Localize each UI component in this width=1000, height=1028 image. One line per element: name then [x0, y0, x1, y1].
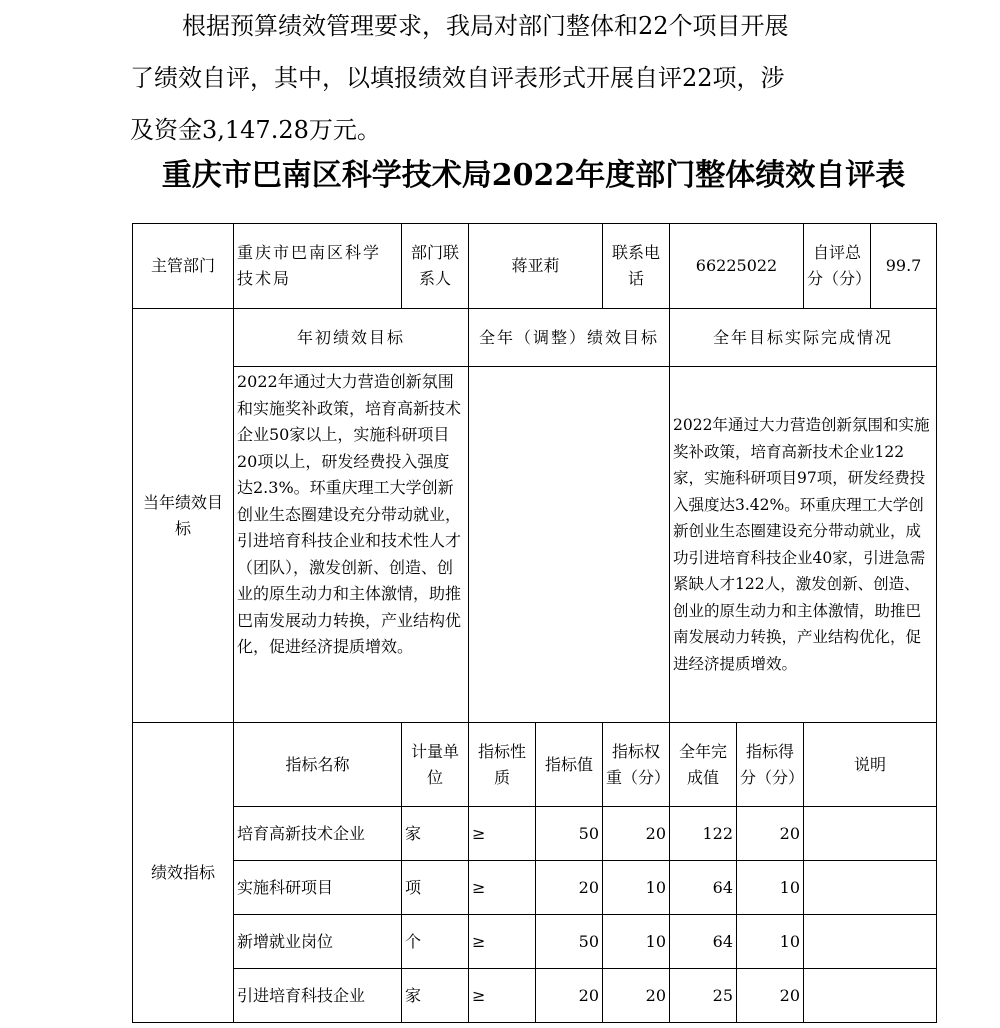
intro-paragraph	[130, 0, 890, 156]
table-row	[133, 969, 937, 1023]
evaluation-table	[132, 223, 937, 1023]
col-score: 指标得分（分）	[737, 723, 804, 807]
intro-line-3: 及资金3,147.28万元。	[130, 116, 381, 144]
score-value: 99.7	[885, 256, 922, 275]
indicator-unit: 个	[402, 915, 469, 969]
indicator-name: 引进培育科技企业	[234, 969, 402, 1023]
col-nature: 指标性质	[469, 723, 536, 807]
indicators-section-label: 绩效指标	[133, 723, 234, 1023]
header-row	[133, 224, 937, 309]
indicator-score: 20	[737, 807, 804, 861]
indicator-weight: 20	[603, 807, 670, 861]
col-unit: 计量单位	[402, 723, 469, 807]
indicator-header-row	[133, 723, 937, 807]
indicator-name: 培育高新技术企业	[234, 807, 402, 861]
indicator-note	[804, 969, 937, 1023]
phone-label: 联系电话	[603, 224, 670, 309]
indicator-unit: 家	[402, 807, 469, 861]
contact-label: 部门联系人	[402, 224, 469, 309]
table-row	[133, 807, 937, 861]
indicator-actual: 64	[670, 861, 737, 915]
col-actual-completion: 全年目标实际完成情况	[670, 309, 937, 367]
score-label: 自评总分（分）	[804, 224, 871, 308]
dept-label: 主管部门	[133, 224, 234, 309]
indicator-unit: 项	[402, 861, 469, 915]
goals-content-row	[133, 367, 937, 723]
indicator-actual: 25	[670, 969, 737, 1023]
table-row	[133, 861, 937, 915]
indicator-note	[804, 861, 937, 915]
indicator-value: 20	[536, 861, 603, 915]
goals-header-row	[133, 309, 937, 367]
goals-section-label: 当年绩效目标	[133, 309, 234, 723]
col-actual-value: 全年完成值	[670, 723, 737, 807]
indicator-weight: 10	[603, 915, 670, 969]
indicator-value: 50	[536, 915, 603, 969]
col-indicator-name: 指标名称	[234, 723, 402, 807]
phone-value: 66225022	[670, 224, 804, 309]
indicator-value: 50	[536, 807, 603, 861]
col-note: 说明	[804, 723, 937, 807]
contact-value: 蒋亚莉	[469, 224, 603, 309]
adjusted-goal-text	[469, 367, 670, 723]
indicator-name: 实施科研项目	[234, 861, 402, 915]
indicator-value: 20	[536, 969, 603, 1023]
indicator-score: 10	[737, 915, 804, 969]
indicator-actual: 64	[670, 915, 737, 969]
indicator-nature: ≥	[469, 861, 536, 915]
intro-line-2: 了绩效自评，其中，以填报绩效自评表形式开展自评22项，涉	[130, 64, 785, 92]
actual-completion-text: 2022年通过大力营造创新氛围和实施奖补政策，培育高新技术企业122家，实施科研项目97项，研发经费投入强度达3.42%。环重庆理工大学创新创业生态圈建设充分带动就业，成功引进培育科技企业40家，引进急需紧缺人才122人，激发创新、创造、创业的原生动力和主体激情，助推巴南发展动力转换，产业结构优化，促进经济提质增效。	[670, 367, 937, 723]
col-adjusted-goal: 全年（调整）绩效目标	[469, 309, 670, 367]
indicator-note	[804, 915, 937, 969]
indicator-name: 新增就业岗位	[234, 915, 402, 969]
initial-goal-text: 2022年通过大力营造创新氛围和实施奖补政策，培育高新技术企业50家以上，实施科研项目20项以上，研发经费投入强度达2.3%。环重庆理工大学创新创业生态圈建设充分带动就业，引进培育科技企业和技术性人才（团队），激发创新、创造、创业的原生动力和主体激情，助推巴南发展动力转换，产业结构优化，促进经济提质增效。	[234, 367, 469, 723]
indicator-score: 10	[737, 861, 804, 915]
indicator-nature: ≥	[469, 915, 536, 969]
indicator-actual: 122	[670, 807, 737, 861]
indicator-nature: ≥	[469, 969, 536, 1023]
indicator-weight: 10	[603, 861, 670, 915]
indicator-weight: 20	[603, 969, 670, 1023]
intro-line-1: 根据预算绩效管理要求，我局对部门整体和22个项目开展	[182, 12, 789, 40]
table-row	[133, 915, 937, 969]
indicator-note	[804, 807, 937, 861]
col-target-value: 指标值	[536, 723, 603, 807]
indicator-score: 20	[737, 969, 804, 1023]
dept-value: 重庆市巴南区科学技术局	[234, 224, 402, 309]
col-initial-goal: 年初绩效目标	[234, 309, 469, 367]
table-title: 重庆市巴南区科学技术局2022年度部门整体绩效自评表	[161, 158, 906, 193]
indicator-nature: ≥	[469, 807, 536, 861]
indicator-unit: 家	[402, 969, 469, 1023]
col-weight: 指标权重（分）	[603, 723, 670, 807]
